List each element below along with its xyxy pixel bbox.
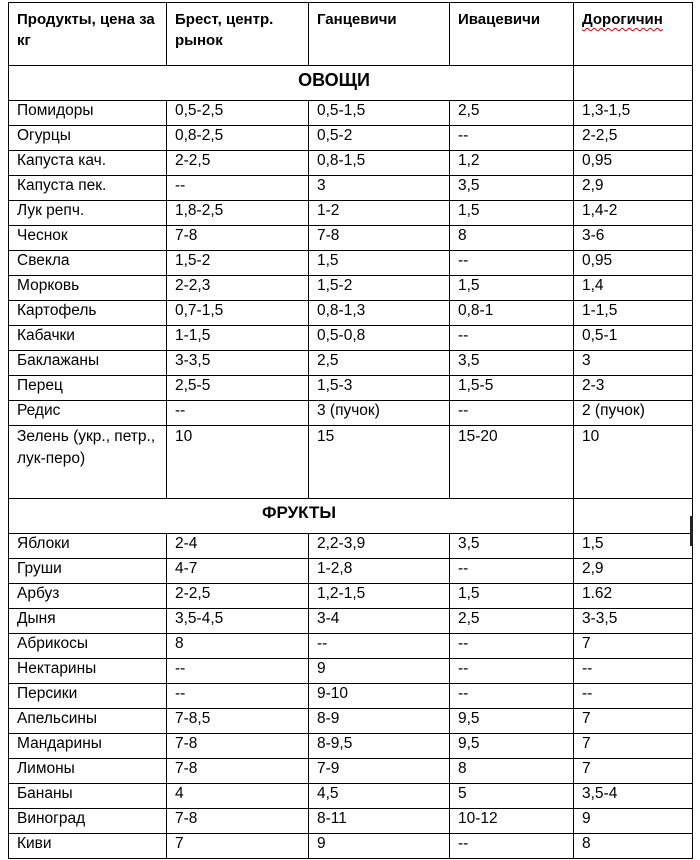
price-cell-ivatsevichi: 2,5 [450, 101, 574, 126]
product-name-cell: Редис [9, 401, 167, 426]
price-cell-drogichin: 1,4 [574, 276, 693, 301]
product-name-cell: Картофель [9, 301, 167, 326]
table-row [9, 809, 693, 834]
price-cell-drogichin: 2,9 [574, 176, 693, 201]
price-cell-brest: 1-1,5 [167, 326, 309, 351]
table-row [9, 226, 693, 251]
product-name-cell: Лимоны [9, 759, 167, 784]
table-row [9, 401, 693, 426]
price-cell-gantsevichi: 1,5-3 [309, 376, 450, 401]
price-cell-drogichin: 9 [574, 809, 693, 834]
product-name-cell: Чеснок [9, 226, 167, 251]
product-name-cell: Баклажаны [9, 351, 167, 376]
table-row [9, 301, 693, 326]
price-cell-brest: 3-3,5 [167, 351, 309, 376]
price-cell-drogichin: 2 (пучок) [574, 401, 693, 426]
header-drogichin-text: Дорогичин [582, 11, 663, 28]
table-row [9, 734, 693, 759]
price-cell-brest: 7-8 [167, 226, 309, 251]
table-row [9, 126, 693, 151]
table-row [9, 251, 693, 276]
price-cell-brest: 2-4 [167, 534, 309, 559]
table-row [9, 784, 693, 809]
section-row [9, 499, 693, 534]
price-cell-drogichin: 0,5-1 [574, 326, 693, 351]
price-cell-brest: 2-2,5 [167, 584, 309, 609]
price-cell-drogichin: -- [574, 659, 693, 684]
price-cell-drogichin: 7 [574, 709, 693, 734]
price-cell-brest: 2-2,3 [167, 276, 309, 301]
price-cell-drogichin: 2,9 [574, 559, 693, 584]
header-drogichin [574, 3, 693, 66]
section-row [9, 66, 693, 101]
price-cell-gantsevichi: 2,5 [309, 351, 450, 376]
product-name-cell: Абрикосы [9, 634, 167, 659]
header-ivatsevichi: Ивацевичи [450, 3, 574, 66]
price-cell-gantsevichi: 9-10 [309, 684, 450, 709]
product-name-cell: Груши [9, 559, 167, 584]
price-cell-gantsevichi: 3 (пучок) [309, 401, 450, 426]
price-cell-gantsevichi: 0,5-2 [309, 126, 450, 151]
price-cell-ivatsevichi: 0,8-1 [450, 301, 574, 326]
price-cell-drogichin: 1,5 [574, 534, 693, 559]
price-cell-brest: 7-8,5 [167, 709, 309, 734]
price-cell-gantsevichi: 15 [309, 426, 450, 499]
price-cell-ivatsevichi: 3,5 [450, 176, 574, 201]
price-cell-gantsevichi: -- [309, 634, 450, 659]
price-cell-brest: 7-8 [167, 759, 309, 784]
cut-off-text [0, 846, 700, 860]
price-cell-ivatsevichi: -- [450, 559, 574, 584]
product-name-cell: Кабачки [9, 326, 167, 351]
price-cell-ivatsevichi: -- [450, 659, 574, 684]
price-cell-gantsevichi: 3 [309, 176, 450, 201]
price-cell-brest: 0,8-2,5 [167, 126, 309, 151]
table-row [9, 584, 693, 609]
price-cell-ivatsevichi: 3,5 [450, 351, 574, 376]
price-cell-ivatsevichi: -- [450, 834, 574, 859]
table-row [9, 276, 693, 301]
price-cell-ivatsevichi: 1,5 [450, 201, 574, 226]
price-cell-drogichin: 10 [574, 426, 693, 499]
product-name-cell: Капуста кач. [9, 151, 167, 176]
price-cell-brest: 4 [167, 784, 309, 809]
price-cell-drogichin: 0,95 [574, 251, 693, 276]
price-cell-brest: 10 [167, 426, 309, 499]
product-name-cell: Киви [9, 834, 167, 859]
table-row [9, 426, 693, 499]
price-cell-drogichin: 3 [574, 351, 693, 376]
price-cell-drogichin: -- [574, 684, 693, 709]
product-name-cell: Дыня [9, 609, 167, 634]
header-row [9, 3, 693, 66]
header-product: Продукты, цена за кг [9, 3, 167, 66]
product-name-cell: Нектарины [9, 659, 167, 684]
product-name-cell: Морковь [9, 276, 167, 301]
table-row [9, 351, 693, 376]
price-cell-gantsevichi: 1-2,8 [309, 559, 450, 584]
price-cell-gantsevichi: 8-9 [309, 709, 450, 734]
section-empty-cell [574, 499, 693, 534]
price-cell-drogichin: 1,4-2 [574, 201, 693, 226]
price-cell-brest: -- [167, 176, 309, 201]
price-cell-ivatsevichi: 8 [450, 759, 574, 784]
price-cell-ivatsevichi: 3,5 [450, 534, 574, 559]
product-name-cell: Лук репч. [9, 201, 167, 226]
table-row [9, 634, 693, 659]
table-row [9, 609, 693, 634]
price-cell-drogichin: 7 [574, 759, 693, 784]
table-row [9, 326, 693, 351]
price-cell-brest: 1,5-2 [167, 251, 309, 276]
price-cell-ivatsevichi: 1,5 [450, 584, 574, 609]
price-cell-ivatsevichi: -- [450, 634, 574, 659]
table-row [9, 101, 693, 126]
price-cell-brest: 8 [167, 634, 309, 659]
product-name-cell: Арбуз [9, 584, 167, 609]
price-cell-brest: 7-8 [167, 809, 309, 834]
price-cell-brest: 7-8 [167, 734, 309, 759]
section-empty-cell [574, 66, 693, 101]
product-name-cell: Яблоки [9, 534, 167, 559]
price-cell-drogichin: 0,95 [574, 151, 693, 176]
price-cell-gantsevichi: 1,2-1,5 [309, 584, 450, 609]
table-row [9, 709, 693, 734]
price-cell-ivatsevichi: 2,5 [450, 609, 574, 634]
price-cell-gantsevichi: 9 [309, 659, 450, 684]
price-cell-brest: 1,8-2,5 [167, 201, 309, 226]
price-cell-drogichin: 7 [574, 734, 693, 759]
price-cell-drogichin: 3,5-4 [574, 784, 693, 809]
price-cell-ivatsevichi: 5 [450, 784, 574, 809]
price-cell-gantsevichi: 1,5-2 [309, 276, 450, 301]
price-cell-ivatsevichi: 1,5 [450, 276, 574, 301]
price-cell-ivatsevichi: 15-20 [450, 426, 574, 499]
product-name-cell: Огурцы [9, 126, 167, 151]
table-row [9, 759, 693, 784]
price-cell-brest: 3,5-4,5 [167, 609, 309, 634]
price-cell-drogichin: 2-2,5 [574, 126, 693, 151]
table-row [9, 376, 693, 401]
price-cell-ivatsevichi: 8 [450, 226, 574, 251]
price-table-body [9, 3, 693, 859]
product-name-cell: Виноград [9, 809, 167, 834]
price-cell-ivatsevichi: -- [450, 684, 574, 709]
price-cell-brest: 4-7 [167, 559, 309, 584]
price-cell-gantsevichi: 2,2-3,9 [309, 534, 450, 559]
product-name-cell: Свекла [9, 251, 167, 276]
price-cell-drogichin: 3-3,5 [574, 609, 693, 634]
price-cell-gantsevichi: 0,8-1,3 [309, 301, 450, 326]
product-name-cell: Апельсины [9, 709, 167, 734]
price-cell-ivatsevichi: -- [450, 401, 574, 426]
price-cell-gantsevichi: 0,5-0,8 [309, 326, 450, 351]
section-title: ОВОЩИ [9, 66, 574, 101]
price-cell-brest: -- [167, 401, 309, 426]
price-cell-ivatsevichi: 1,5-5 [450, 376, 574, 401]
price-table [8, 2, 693, 859]
price-cell-drogichin: 1.62 [574, 584, 693, 609]
price-cell-gantsevichi: 8-9,5 [309, 734, 450, 759]
product-name-cell: Перец [9, 376, 167, 401]
product-name-cell: Капуста пек. [9, 176, 167, 201]
section-title: ФРУКТЫ [9, 499, 574, 534]
price-cell-gantsevichi: 0,5-1,5 [309, 101, 450, 126]
header-brest: Брест, центр. рынок [167, 3, 309, 66]
price-cell-drogichin: 1-1,5 [574, 301, 693, 326]
price-cell-gantsevichi: 4,5 [309, 784, 450, 809]
product-name-cell: Зелень (укр., петр., лук-перо) [9, 426, 167, 499]
price-cell-ivatsevichi: -- [450, 326, 574, 351]
price-cell-brest: -- [167, 659, 309, 684]
header-gantsevichi: Ганцевичи [309, 3, 450, 66]
price-cell-gantsevichi: 1,5 [309, 251, 450, 276]
table-row [9, 151, 693, 176]
table-row [9, 201, 693, 226]
price-cell-brest: 2-2,5 [167, 151, 309, 176]
price-cell-gantsevichi: 9 [309, 834, 450, 859]
price-cell-gantsevichi: 7-8 [309, 226, 450, 251]
price-cell-brest: 0,7-1,5 [167, 301, 309, 326]
price-cell-drogichin: 3-6 [574, 226, 693, 251]
table-row [9, 684, 693, 709]
price-cell-brest: 7 [167, 834, 309, 859]
price-cell-drogichin: 1,3-1,5 [574, 101, 693, 126]
text-cursor [690, 516, 693, 546]
table-row [9, 659, 693, 684]
price-cell-gantsevichi: 8-11 [309, 809, 450, 834]
price-cell-drogichin: 7 [574, 634, 693, 659]
price-cell-ivatsevichi: -- [450, 251, 574, 276]
price-cell-gantsevichi: 7-9 [309, 759, 450, 784]
price-cell-ivatsevichi: 9,5 [450, 709, 574, 734]
product-name-cell: Помидоры [9, 101, 167, 126]
price-cell-gantsevichi: 0,8-1,5 [309, 151, 450, 176]
product-name-cell: Мандарины [9, 734, 167, 759]
price-cell-ivatsevichi: 9,5 [450, 734, 574, 759]
product-name-cell: Бананы [9, 784, 167, 809]
price-cell-gantsevichi: 1-2 [309, 201, 450, 226]
price-cell-gantsevichi: 3-4 [309, 609, 450, 634]
price-cell-ivatsevichi: 10-12 [450, 809, 574, 834]
table-row [9, 176, 693, 201]
price-cell-drogichin: 8 [574, 834, 693, 859]
price-cell-brest: -- [167, 684, 309, 709]
product-name-cell: Персики [9, 684, 167, 709]
price-cell-drogichin: 2-3 [574, 376, 693, 401]
price-cell-ivatsevichi: 1,2 [450, 151, 574, 176]
table-row [9, 559, 693, 584]
price-cell-brest: 2,5-5 [167, 376, 309, 401]
price-cell-ivatsevichi: -- [450, 126, 574, 151]
table-row [9, 534, 693, 559]
price-cell-brest: 0,5-2,5 [167, 101, 309, 126]
